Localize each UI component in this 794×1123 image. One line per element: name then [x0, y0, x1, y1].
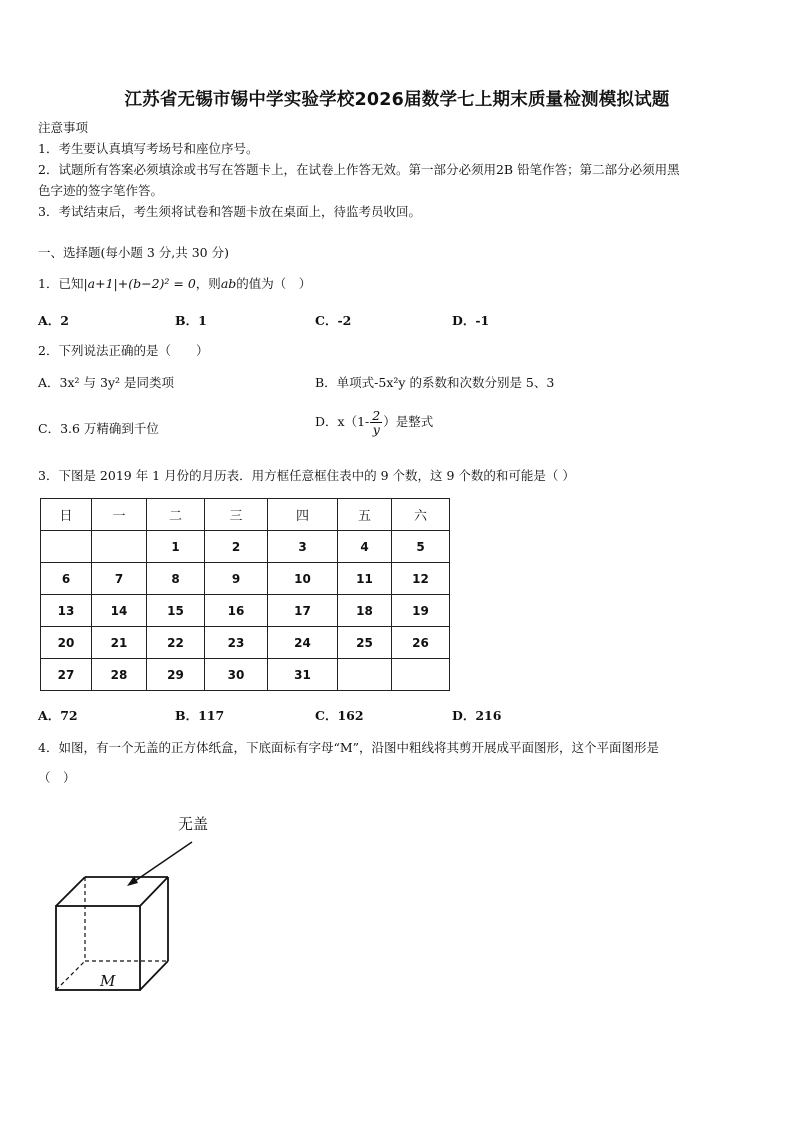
- q2-option-b: B．单项式-5x²y 的系数和次数分别是 5、3: [315, 375, 555, 390]
- calendar-cell: 16: [205, 595, 268, 627]
- notice-heading: 注意事项: [38, 120, 89, 135]
- q1-suffix: ，则: [195, 276, 221, 291]
- calendar-cell: 8: [147, 563, 205, 595]
- q2-option-a: A．3x² 与 3y² 是同类项: [38, 375, 174, 390]
- bottom-face-label: M: [100, 972, 116, 990]
- calendar-cell: 24: [268, 627, 338, 659]
- notice-item-3: 3．考试结束后，考生须将试卷和答题卡放在桌面上，待监考员收回。: [38, 204, 421, 219]
- calendar-table: [40, 498, 450, 691]
- no-lid-label: 无盖: [178, 815, 209, 833]
- question-4-bracket: （ ）: [38, 770, 76, 785]
- calendar-cell: 18: [338, 595, 392, 627]
- calendar-cell: 20: [41, 627, 92, 659]
- q1-prefix: 1．已知: [38, 276, 84, 291]
- calendar-cell: 2: [205, 531, 268, 563]
- calendar-cell: 9: [205, 563, 268, 595]
- calendar-row: [41, 627, 450, 659]
- q1-option-b: B．1: [175, 313, 207, 328]
- calendar-header-cell: 四: [268, 499, 338, 531]
- calendar-row: [41, 563, 450, 595]
- question-4: 4．如图，有一个无盖的正方体纸盒，下底面标有字母“M”，沿图中粗线将其剪开展成平面图形，这个平面图形是: [38, 740, 660, 755]
- calendar-cell: 31: [268, 659, 338, 691]
- calendar-cell: [392, 659, 450, 691]
- calendar-cell: [41, 531, 92, 563]
- calendar-cell: 19: [392, 595, 450, 627]
- cube-edge: [140, 877, 168, 906]
- q2-option-c: C．3.6 万精确到千位: [38, 421, 159, 436]
- calendar-cell: 21: [92, 627, 147, 659]
- calendar-header-cell: 日: [41, 499, 92, 531]
- calendar-cell: 12: [392, 563, 450, 595]
- calendar-cell: 15: [147, 595, 205, 627]
- calendar-cell: 13: [41, 595, 92, 627]
- cube-edge: [56, 877, 85, 906]
- calendar-cell: 30: [205, 659, 268, 691]
- q3-option-a: A．72: [38, 708, 78, 723]
- calendar-cell: [338, 659, 392, 691]
- calendar-cell: 7: [92, 563, 147, 595]
- q3-option-d: D．216: [452, 708, 502, 723]
- q2-fraction: [370, 409, 382, 436]
- calendar-cell: 17: [268, 595, 338, 627]
- open-box-figure: [40, 800, 240, 1000]
- q2-option-d-prefix: D．x（1-: [315, 414, 370, 429]
- cube-hidden-edge: [56, 961, 85, 990]
- calendar-header-cell: 五: [338, 499, 392, 531]
- question-1: [38, 276, 311, 292]
- q2-fraction-numerator: 2: [372, 408, 381, 423]
- calendar-cell: 3: [268, 531, 338, 563]
- calendar-cell: 23: [205, 627, 268, 659]
- notice-item-2-cont: 色字迹的签字笔作答。: [38, 183, 164, 198]
- calendar-cell: 10: [268, 563, 338, 595]
- section-heading: 一、选择题(每小题 3 分,共 30 分): [38, 245, 229, 260]
- q1-tail: 的值为（ ）: [236, 276, 312, 291]
- calendar-cell: 25: [338, 627, 392, 659]
- q2-fraction-denominator: y: [372, 422, 380, 437]
- calendar-cell: [92, 531, 147, 563]
- calendar-cell: 29: [147, 659, 205, 691]
- notice-item-1: 1．考生要认真填写考场号和座位序号。: [38, 141, 259, 156]
- q3-option-c: C．162: [315, 708, 364, 723]
- calendar-cell: 14: [92, 595, 147, 627]
- calendar-header-cell: 二: [147, 499, 205, 531]
- q1-variable: ab: [220, 276, 237, 291]
- calendar-cell: 26: [392, 627, 450, 659]
- q2-option-d: [315, 409, 433, 436]
- calendar-cell: 6: [41, 563, 92, 595]
- cube-edge: [140, 961, 168, 990]
- q1-option-d: D．-1: [452, 313, 490, 328]
- q1-option-c: C．-2: [315, 313, 352, 328]
- question-3: 3．下图是 2019 年 1 月份的月历表．用方框任意框住表中的 9 个数，这 9 个数的和可能是（ ）: [38, 468, 575, 483]
- page-title: 江苏省无锡市锡中学实验学校2026届数学七上期末质量检测模拟试题: [124, 90, 670, 110]
- calendar-row: [41, 659, 450, 691]
- calendar-cell: 11: [338, 563, 392, 595]
- q1-option-a: A．2: [38, 313, 69, 328]
- calendar-header-cell: 六: [392, 499, 450, 531]
- calendar-cell: 5: [392, 531, 450, 563]
- calendar-cell: 27: [41, 659, 92, 691]
- calendar-header-row: [41, 499, 450, 531]
- calendar-cell: 28: [92, 659, 147, 691]
- q1-expression: |a+1|+(b−2)² = 0: [83, 276, 196, 291]
- calendar-header-cell: 三: [205, 499, 268, 531]
- calendar-cell: 22: [147, 627, 205, 659]
- calendar-row: [41, 595, 450, 627]
- calendar-cell: 4: [338, 531, 392, 563]
- q3-option-b: B．117: [175, 708, 225, 723]
- notice-item-2: 2．试题所有答案必须填涂或书写在答题卡上，在试卷上作答无效。第一部分必须用2B 铅笔作答；第二部分必须用黑: [38, 162, 680, 177]
- question-2: 2．下列说法正确的是（ ）: [38, 343, 209, 358]
- calendar-row: [41, 531, 450, 563]
- q2-option-d-suffix: ）是整式: [383, 414, 434, 429]
- calendar-header-cell: 一: [92, 499, 147, 531]
- calendar-cell: 1: [147, 531, 205, 563]
